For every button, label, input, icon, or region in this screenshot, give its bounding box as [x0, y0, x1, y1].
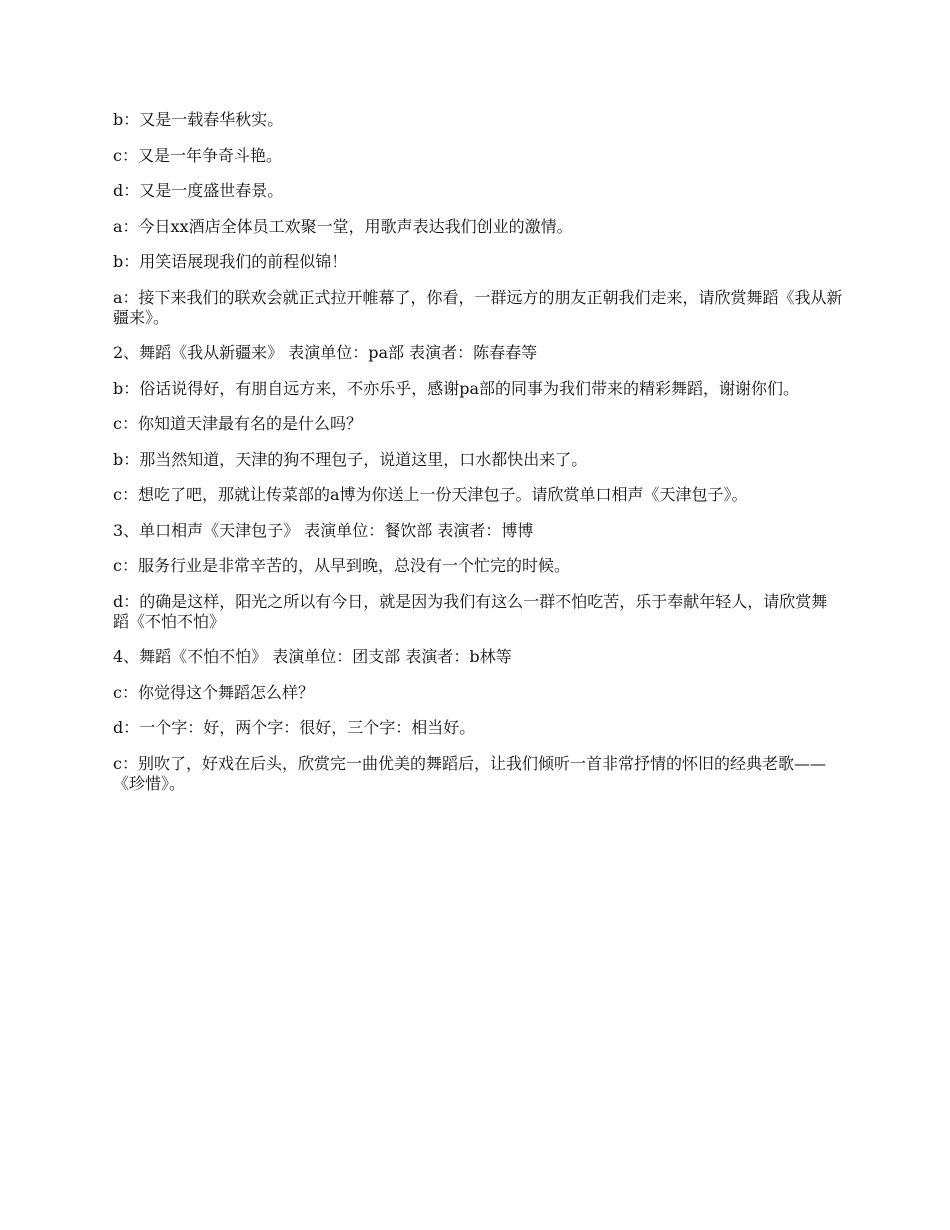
paragraph: b：又是一载春华秋实。	[113, 110, 284, 129]
paragraph: a：接下来我们的联欢会就正式拉开帷幕了，你看，一群远方的朋友正朝我们走来，请欣赏舞蹈《我从新疆来》。	[113, 287, 843, 327]
paragraph: d：一个字：好，两个字：很好，三个字：相当好。	[113, 718, 476, 737]
program-item-heading: 4、舞蹈《不怕不怕》 表演单位：团支部 表演者：b林等	[113, 647, 512, 666]
program-item-heading: 2、舞蹈《我从新疆来》 表演单位：pa部 表演者：陈春春等	[113, 343, 538, 362]
paragraph: c：你觉得这个舞蹈怎么样？	[113, 682, 314, 702]
document-body	[113, 110, 843, 809]
paragraph: a：今日xx酒店全体员工欢聚一堂，用歌声表达我们创业的激情。	[113, 216, 573, 236]
paragraph: c：别吹了，好戏在后头，欣赏完一曲优美的舞蹈后，让我们倾听一首非常抒情的怀旧的经典老歌——《珍惜》。	[113, 753, 826, 793]
program-item-heading: 3、单口相声《天津包子》 表演单位：餐饮部 表演者：博博	[113, 520, 534, 540]
paragraph: c：想吃了吧，那就让传菜部的a博为你送上一份天津包子。请欣赏单口相声《天津包子》。	[113, 485, 748, 504]
paragraph: b：那当然知道，天津的狗不理包子，说道这里，口水都快出来了。	[113, 449, 588, 469]
paragraph: d：又是一度盛世春景。	[113, 181, 284, 200]
paragraph: c：服务行业是非常辛苦的，从早到晚，总没有一个忙完的时候。	[113, 556, 570, 575]
paragraph: c：你知道天津最有名的是什么吗？	[113, 414, 362, 433]
paragraph: b：用笑语展现我们的前程似锦！	[113, 252, 348, 271]
paragraph: b：俗话说得好，有朋自远方来，不亦乐乎，感谢pa部的同事为我们带来的精彩舞蹈，谢谢你们。	[113, 378, 800, 398]
paragraph: c：又是一年争奇斗艳。	[113, 145, 282, 165]
paragraph: d：的确是这样，阳光之所以有今日，就是因为我们有这么一群不怕吃苦，乐于奉献年轻人，请欣赏舞蹈《不怕不怕》	[113, 591, 828, 631]
